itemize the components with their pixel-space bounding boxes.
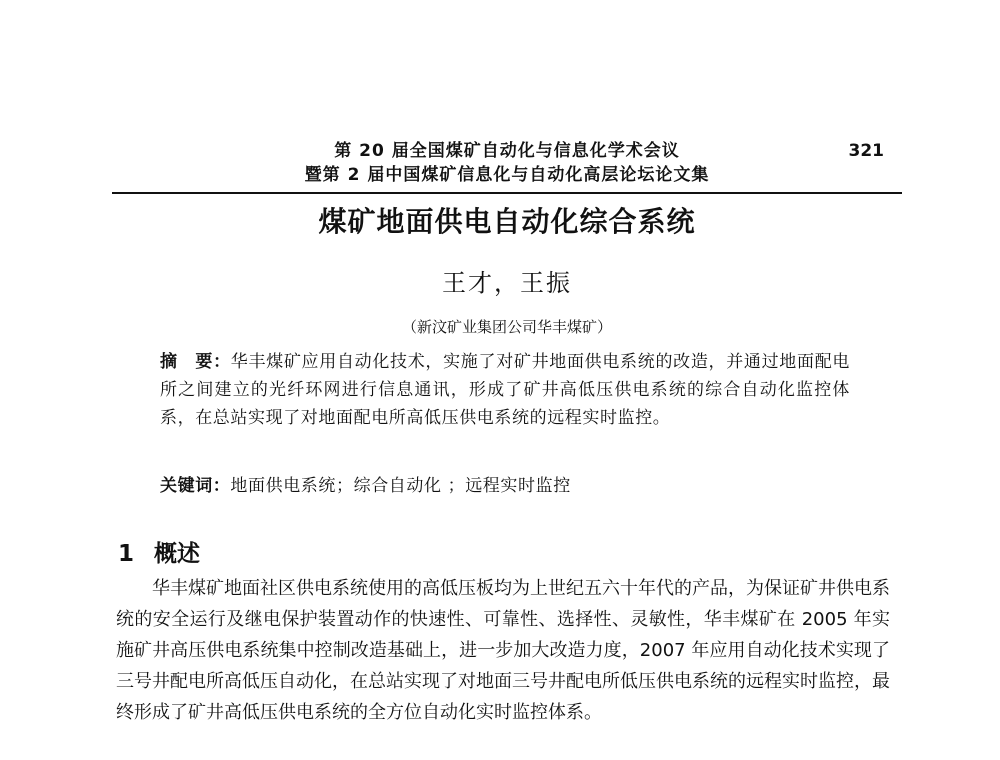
article-title: 煤矿地面供电自动化综合系统	[318, 205, 696, 238]
page-number: 321	[848, 141, 884, 161]
keywords	[160, 472, 850, 500]
section-heading	[118, 538, 518, 570]
author-affiliation: （新汶矿业集团公司华丰煤矿）	[401, 318, 612, 336]
proceedings-title: 暨第 2 届中国煤矿信息化与自动化高层论坛论文集	[304, 165, 710, 185]
section-number: 1	[118, 541, 135, 567]
abstract	[160, 348, 850, 432]
running-header	[112, 132, 902, 194]
article-authors: 王才，王振	[442, 269, 572, 297]
section-paragraph: 华丰煤矿地面社区供电系统使用的高低压板均为上世纪五六十年代的产品，为保证矿井供电系统的安全运行及继电保护装置动作的快速性、可靠性、选择性、灵敏性，华丰煤矿在 2005 年实施矿井高压供电系统集中控制改造基础上，进一步加大改造力度，2007 年应用自动化技术实现了三号井配电所高低压自动化，在总站实现了对地面三号井配电所低压供电系统的远程实时监控，最终形成了矿井高低压供电系统的全方位自动化实时监控体系。	[116, 578, 890, 723]
section-title: 概述	[154, 541, 200, 567]
keywords-text: 地面供电系统；综合自动化 ；远程实时监控	[230, 476, 571, 496]
abstract-text: 华丰煤矿应用自动化技术，实施了对矿井地面供电系统的改造，并通过地面配电所之间建立的光纤环网进行信息通讯，形成了矿井高低压供电系统的综合自动化监控体系，在总站实现了对地面配电所高低压供电系统的远程实时监控。	[160, 352, 850, 428]
conference-title: 第 20 届全国煤矿自动化与信息化学术会议	[334, 141, 680, 161]
keywords-label: 关键词：	[160, 476, 231, 496]
abstract-label: 摘 要：	[160, 352, 231, 372]
